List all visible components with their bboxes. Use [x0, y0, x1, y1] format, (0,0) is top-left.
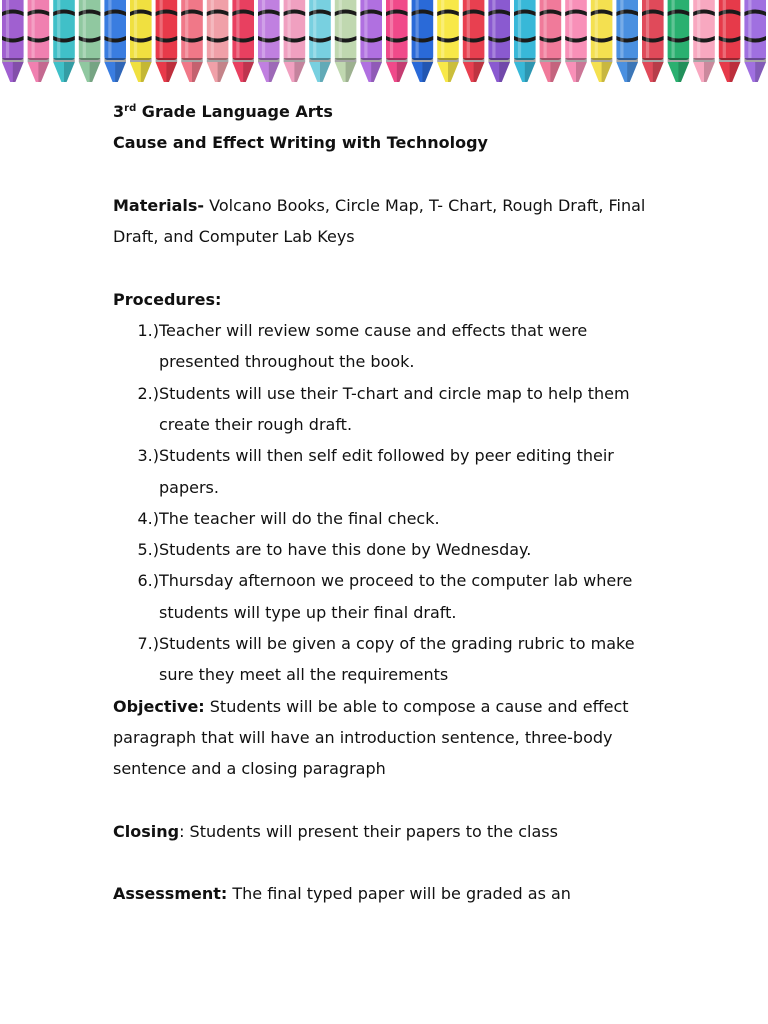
spacer	[113, 252, 673, 283]
procedure-step	[113, 378, 673, 441]
crayon-icon	[130, 0, 152, 82]
materials-text: Volcano Books, Circle Map, T- Chart, Rough Draft, Final Draft, and Computer Lab Keys	[113, 195, 646, 247]
crayon-icon	[719, 0, 741, 82]
crayon-icon	[284, 0, 306, 82]
objective-text: Students will be able to compose a cause and effect paragraph that will have an introduction sentence, three-body sentence and a closing paragraph	[113, 696, 629, 779]
lesson-subtitle: Cause and Effect Writing with Technology	[113, 133, 488, 153]
crayon-icon	[540, 0, 562, 82]
crayon-icon	[591, 0, 613, 82]
lesson-title	[113, 96, 673, 127]
step-number: 7.)	[137, 634, 159, 654]
spacer	[113, 847, 673, 878]
grade-number: 3	[113, 102, 125, 121]
procedures-label: Procedures:	[113, 289, 222, 309]
crayon-icon	[744, 0, 766, 82]
crayon-icon	[53, 0, 75, 82]
procedures-list	[113, 315, 673, 691]
procedure-step	[113, 503, 673, 534]
crayon-icon	[565, 0, 587, 82]
closing-text: : Students will present their papers to the class	[179, 821, 558, 841]
crayon-icon	[2, 0, 24, 82]
crayon-icon	[28, 0, 50, 82]
step-number: 6.)	[137, 571, 159, 591]
crayon-icon	[386, 0, 408, 82]
assessment-label: Assessment:	[113, 884, 228, 904]
crayon-icon	[514, 0, 536, 82]
step-number: 1.)	[137, 321, 159, 341]
crayon-icon	[156, 0, 178, 82]
step-text: Students will be given a copy of the grading rubric to make sure they meet all the requirements	[159, 634, 635, 685]
procedure-step	[113, 628, 673, 691]
step-text: Students are to have this done by Wednesday.	[159, 540, 532, 560]
materials-label: Materials-	[113, 195, 205, 215]
grade-title-text: Grade Language Arts	[136, 102, 333, 121]
crayon-icon	[412, 0, 434, 82]
materials-paragraph	[113, 190, 673, 253]
step-number: 3.)	[137, 446, 159, 466]
crayon-icon	[693, 0, 715, 82]
step-text: The teacher will do the final check.	[159, 508, 440, 528]
step-number: 4.)	[137, 508, 159, 528]
crayon-icon	[616, 0, 638, 82]
procedure-step	[113, 534, 673, 565]
crayon-icon	[309, 0, 331, 82]
crayon-icon	[79, 0, 101, 82]
objective-paragraph	[113, 691, 673, 785]
lesson-plan-document	[113, 96, 673, 910]
crayon-icon	[181, 0, 203, 82]
assessment-text: The final typed paper will be graded as an	[227, 884, 571, 904]
assessment-paragraph	[113, 878, 673, 909]
procedure-step	[113, 565, 673, 628]
crayon-icon	[258, 0, 280, 82]
closing-paragraph	[113, 816, 673, 847]
crayon-icon	[232, 0, 254, 82]
spacer	[113, 159, 673, 190]
grade-ordinal-suffix: rd	[124, 103, 137, 114]
crayon-banner-image	[0, 0, 768, 90]
crayon-icon	[360, 0, 382, 82]
crayon-icon	[488, 0, 510, 82]
crayon-icon	[642, 0, 664, 82]
spacer	[113, 785, 673, 816]
objective-label: Objective:	[113, 696, 205, 716]
crayon-icon	[104, 0, 126, 82]
crayon-icon	[668, 0, 690, 82]
step-text: Students will use their T-chart and circle map to help them create their rough draft.	[159, 383, 630, 434]
step-number: 2.)	[137, 383, 159, 403]
procedure-step	[113, 315, 673, 378]
step-text: Thursday afternoon we proceed to the computer lab where students will type up their final draft.	[159, 571, 633, 622]
step-number: 5.)	[137, 540, 159, 560]
closing-label: Closing	[113, 821, 180, 841]
crayon-icon	[335, 0, 357, 82]
procedure-step	[113, 440, 673, 503]
step-text: Students will then self edit followed by peer editing their papers.	[159, 446, 614, 497]
crayon-icon	[207, 0, 229, 82]
crayon-icon	[437, 0, 459, 82]
step-text: Teacher will review some cause and effects that were presented throughout the book.	[159, 321, 588, 372]
crayon-icon	[463, 0, 485, 82]
